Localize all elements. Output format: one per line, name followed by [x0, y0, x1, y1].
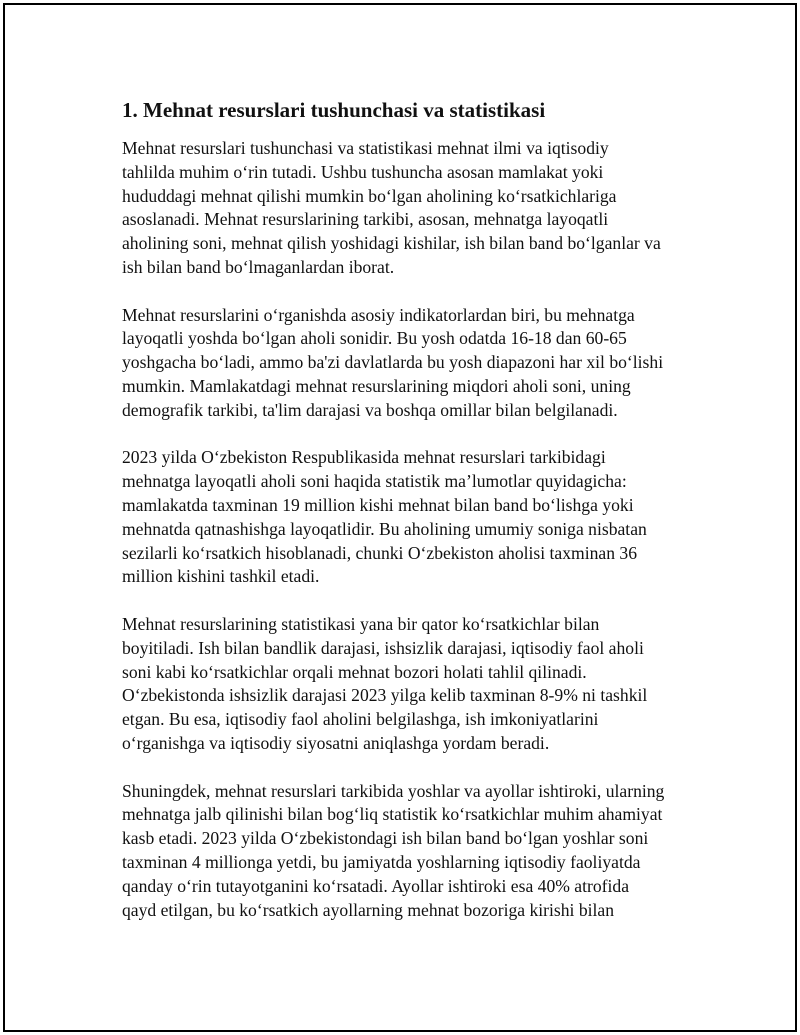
- document-body: [122, 95, 702, 946]
- paragraph-line: sezilarli koʻrsatkich hisoblanadi, chunki Oʻzbekiston aholisi taxminan 36: [122, 542, 637, 563]
- paragraph-4: [122, 613, 702, 756]
- page-frame: [3, 3, 797, 1032]
- paragraph-3: [122, 446, 702, 589]
- paragraph-line: tahlilda muhim oʻrin tutadi. Ushbu tushuncha asosan mamlakat yoki: [122, 161, 604, 182]
- paragraph-1: [122, 137, 702, 280]
- paragraph-line: kasb etadi. 2023 yilda Oʻzbekistondagi ish bilan band boʻlgan yoshlar soni: [122, 828, 649, 849]
- paragraph-line: hududdagi mehnat qilishi mumkin boʻlgan aholining koʻrsatkichlariga: [122, 185, 617, 206]
- paragraph-line: aholining soni, mehnat qilish yoshidagi kishilar, ish bilan band boʻlganlar va: [122, 233, 661, 254]
- paragraph-line: boyitiladi. Ish bilan bandlik darajasi, ishsizlik darajasi, iqtisodiy faol aholi: [122, 637, 644, 658]
- paragraph-line: million kishini tashkil etadi.: [122, 566, 320, 587]
- paragraph-line: etgan. Bu esa, iqtisodiy faol aholini belgilashga, ish imkoniyatlarini: [122, 709, 599, 730]
- section-heading: 1. Mehnat resurslari tushunchasi va statistikasi: [122, 98, 546, 122]
- paragraph-line: Mehnat resurslarining statistikasi yana bir qator koʻrsatkichlar bilan: [122, 613, 600, 634]
- paragraph-line: mehnatga layoqatli aholi soni haqida statistik maʼlumotlar quyidagicha:: [122, 471, 627, 492]
- paragraph-line: Mehnat resurslari tushunchasi va statistikasi mehnat ilmi va iqtisodiy: [122, 138, 609, 158]
- paragraph-line: 2023 yilda Oʻzbekiston Respublikasida mehnat resurslari tarkibidagi: [122, 447, 606, 468]
- paragraph-line: Shuningdek, mehnat resurslari tarkibida yoshlar va ayollar ishtiroki, ularning: [122, 780, 665, 801]
- paragraph-line: oʻrganishga va iqtisodiy siyosatni aniqlashga yordam beradi.: [122, 732, 550, 753]
- paragraph-line: demografik tarkibi, ta'lim darajasi va boshqa omillar bilan belgilanadi.: [122, 399, 618, 420]
- paragraph-line: Mehnat resurslarini oʻrganishda asosiy indikatorlardan biri, bu mehnatga: [122, 304, 635, 325]
- paragraph-line: qayd etilgan, bu koʻrsatkich ayollarning mehnat bozoriga kirishi bilan: [122, 899, 615, 920]
- paragraph-line: mehnatda qatnashishga layoqatlidir. Bu aholining umumiy soniga nisbatan: [122, 518, 647, 539]
- paragraph-5: [122, 780, 702, 923]
- paragraph-line: yoshgacha boʻladi, ammo ba'zi davlatlarda bu yosh diapazoni har xil boʻlishi: [122, 352, 664, 373]
- paragraph-2: [122, 304, 702, 423]
- paragraph-line: soni kabi koʻrsatkichlar orqali mehnat bozori holati tahlil qilinadi.: [122, 661, 587, 682]
- paragraph-line: layoqatli yoshda boʻlgan aholi sonidir. Bu yosh odatda 16-18 dan 60-65: [122, 328, 627, 349]
- paragraph-line: ish bilan band boʻlmaganlardan iborat.: [122, 256, 395, 277]
- paragraph-line: Oʻzbekistonda ishsizlik darajasi 2023 yilga kelib taxminan 8-9% ni tashkil: [122, 685, 648, 706]
- paragraph-line: mehnatga jalb qilinishi bilan bogʻliq statistik koʻrsatkichlar muhim ahamiyat: [122, 804, 663, 825]
- paragraph-line: mumkin. Mamlakatdagi mehnat resurslarining miqdori aholi soni, uning: [122, 375, 631, 396]
- paragraph-line: mamlakatda taxminan 19 million kishi mehnat bilan band boʻlishga yoki: [122, 494, 634, 515]
- paragraph-line: qanday oʻrin tutayotganini koʻrsatadi. Ayollar ishtiroki esa 40% atrofida: [122, 875, 630, 896]
- paragraph-line: asoslanadi. Mehnat resurslarining tarkibi, asosan, mehnatga layoqatli: [122, 209, 609, 230]
- paragraph-line: taxminan 4 millionga yetdi, bu jamiyatda yoshlarning iqtisodiy faoliyatda: [122, 851, 641, 872]
